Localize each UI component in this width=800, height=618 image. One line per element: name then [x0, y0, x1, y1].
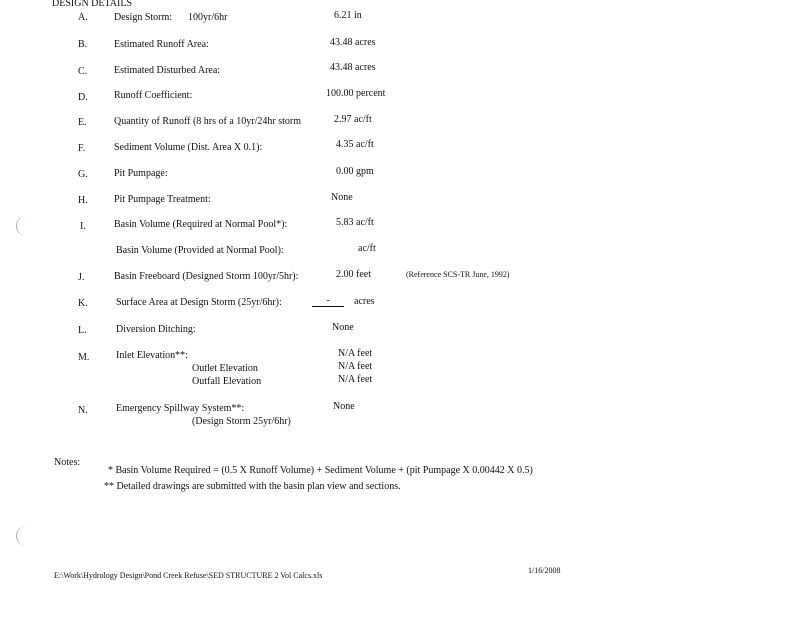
row-d-letter: D.: [78, 92, 88, 103]
row-n2-label: (Design Storm 25yr/6hr): [192, 416, 291, 427]
row-i2-value: ac/ft: [358, 243, 376, 254]
binder-hole-mark: [16, 216, 31, 236]
row-b-letter: B.: [78, 39, 88, 50]
row-i2-label: Basin Volume (Provided at Normal Pool):: [116, 245, 284, 256]
row-m-letter: M.: [78, 352, 90, 363]
notes-line-2: ** Detailed drawings are submitted with the basin plan view and sections.: [104, 481, 401, 492]
row-l-letter: L.: [78, 325, 87, 336]
row-m3-label: Outfall Elevation: [192, 376, 262, 387]
row-h-label: Pit Pumpage Treatment:: [114, 194, 211, 205]
row-d-value: 100.00 percent: [326, 88, 386, 99]
row-k-value: -: [312, 295, 344, 307]
row-j-letter: J.: [78, 272, 85, 283]
row-m2-label: Outlet Elevation: [192, 363, 258, 374]
footer-path: E:\Work\Hydrology Design\Pond Creek Refuse\SED STRUCTURE 2 Vol Calcs.xls: [54, 571, 323, 580]
row-k-label: Surface Area at Design Storm (25yr/6hr):: [116, 297, 282, 308]
row-e-letter: E.: [78, 117, 87, 128]
row-k-unit: acres: [354, 296, 375, 307]
row-g-label: Pit Pumpage:: [114, 168, 168, 179]
row-f-value: 4.35 ac/ft: [336, 139, 374, 150]
row-b-label: Estimated Runoff Area:: [114, 39, 209, 50]
row-c-label: Estimated Disturbed Area:: [114, 65, 221, 76]
footer-date: 1/16/2008: [528, 566, 561, 575]
row-d-label: Runoff Coefficient:: [114, 90, 193, 101]
row-i-value: 5.83 ac/ft: [336, 217, 374, 228]
row-l-value: None: [332, 322, 354, 333]
row-a-letter: A.: [78, 12, 88, 23]
row-b-value: 43.48 acres: [330, 37, 376, 48]
binder-hole-mark-2: [16, 526, 31, 546]
row-m-label: Inlet Elevation**:: [116, 350, 188, 361]
row-j-label: Basin Freeboard (Designed Storm 100yr/5hr):: [114, 271, 299, 282]
row-n-letter: N.: [78, 405, 88, 416]
row-i-letter: I.: [80, 221, 86, 232]
row-m3-value: N/A feet: [338, 374, 373, 385]
row-m-value: N/A feet: [338, 348, 373, 359]
row-h-letter: H.: [78, 195, 88, 206]
row-j-value: 2.00 feet: [336, 269, 371, 280]
row-e-value: 2.97 ac/ft: [334, 114, 372, 125]
row-h-value: None: [331, 192, 353, 203]
row-a-value: 6.21 in: [334, 10, 362, 21]
row-f-letter: F.: [78, 143, 86, 154]
row-c-value: 43.48 acres: [330, 62, 376, 73]
row-g-letter: G.: [78, 169, 88, 180]
row-a-extra: 100yr/6hr: [188, 12, 228, 23]
row-k-letter: K.: [78, 298, 88, 309]
row-m2-value: N/A feet: [338, 361, 373, 372]
row-i-label: Basin Volume (Required at Normal Pool*):: [114, 219, 288, 230]
row-f-label: Sediment Volume (Dist. Area X 0.1):: [114, 142, 263, 153]
row-l-label: Diversion Ditching:: [116, 324, 196, 335]
notes-heading: Notes:: [54, 457, 81, 468]
row-e-label: Quantity of Runoff (8 hrs of a 10yr/24hr storm: [114, 116, 302, 127]
row-g-value: 0.00 gpm: [336, 166, 374, 177]
row-n-value: None: [333, 401, 355, 412]
row-c-letter: C.: [78, 66, 88, 77]
page-header: DESIGN DETAILS: [52, 0, 133, 9]
row-j-note: (Reference SCS-TR June, 1992): [406, 270, 510, 279]
row-n-label: Emergency Spillway System**:: [116, 403, 245, 414]
row-a-label: Design Storm:: [114, 12, 173, 23]
notes-line-1: * Basin Volume Required = (0.5 X Runoff Volume) + Sediment Volume + (pit Pumpage X 0.00442 X 0.5): [108, 465, 533, 476]
